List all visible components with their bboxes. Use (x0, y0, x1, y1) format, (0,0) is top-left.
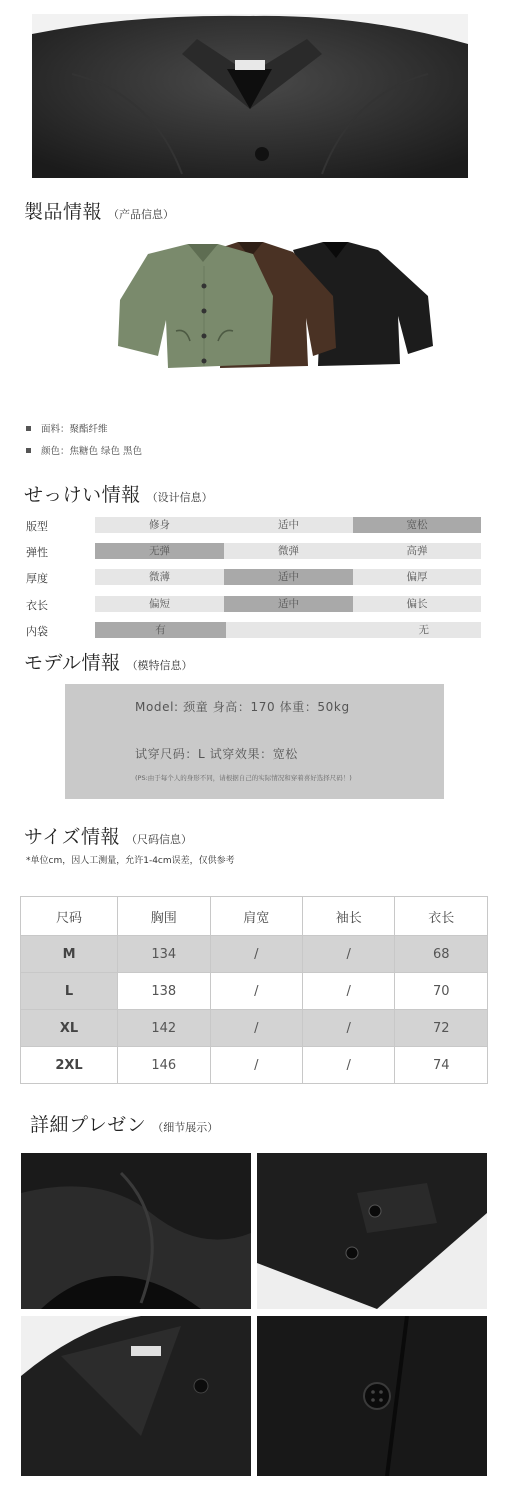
design-option: 修身 (149, 519, 170, 531)
design-row-bar (95, 517, 481, 533)
table-cell: 142 (118, 1010, 210, 1047)
design-row-label: 内袋 (26, 625, 48, 638)
table-cell: / (210, 973, 302, 1010)
table-cell: / (210, 1010, 302, 1047)
size-info-heading (24, 822, 192, 849)
table-cell: 134 (118, 936, 210, 973)
bullet-square-icon (26, 426, 31, 431)
header-cell: 衣长 (395, 897, 488, 936)
bullet-square-icon (26, 448, 31, 453)
colors-line: 颜色：焦糖色 绿色 黑色 (26, 443, 142, 457)
model-info-box (65, 684, 444, 799)
design-option: 高弹 (406, 545, 428, 557)
design-row-bar (95, 569, 481, 585)
table-row (21, 1047, 488, 1084)
table-cell: / (303, 936, 395, 973)
size-note: *单位cm，因人工测量，允许1-4cm误差，仅供参考 (26, 856, 235, 866)
detail-button-photo (257, 1316, 487, 1476)
design-option: 无 (418, 624, 429, 636)
size-cell: XL (21, 1010, 118, 1047)
table-cell: 72 (395, 1010, 488, 1047)
detail-heading (30, 1110, 218, 1137)
header-cell: 胸围 (118, 897, 210, 936)
design-row-bar (95, 622, 481, 638)
design-option-selected: 适中 (224, 569, 353, 585)
model-stats: Model: 颈童 身高：170 体重：50kg (135, 700, 350, 714)
table-row (21, 973, 488, 1010)
design-option-selected: 适中 (224, 596, 353, 612)
model-info-heading (24, 648, 193, 675)
green-jacket-icon (118, 244, 273, 368)
design-option: 微弹 (278, 545, 299, 557)
model-info-subtitle: （模特信息） (126, 659, 193, 672)
model-fit: 试穿尺码：L 试穿效果：宽松 (135, 747, 298, 761)
table-cell: / (303, 973, 395, 1010)
size-cell: L (21, 973, 118, 1010)
hero-collar-photo (32, 14, 468, 178)
table-cell: / (210, 1047, 302, 1084)
design-row-label: 厚度 (26, 572, 48, 585)
product-info-heading (24, 197, 174, 224)
design-option: 微薄 (149, 571, 170, 583)
model-note: (PS:由于每个人的身形不同，请根据自己的实际情况和穿着喜好选择尺码！) (135, 774, 352, 782)
design-option: 偏厚 (406, 571, 428, 583)
detail-subtitle: （细节展示） (152, 1121, 219, 1134)
table-cell: / (303, 1010, 395, 1047)
design-row-label: 衣长 (26, 599, 48, 612)
product-info-subtitle: （产品信息） (108, 208, 175, 221)
detail-cuff-photo (257, 1153, 487, 1309)
size-info-title: サイズ情報 (24, 826, 120, 848)
design-option: 适中 (278, 519, 299, 531)
design-option-selected: 无弹 (95, 543, 224, 559)
design-row-bar (95, 543, 481, 559)
jackets-photo (108, 236, 438, 376)
design-row-label: 版型 (26, 520, 48, 533)
design-info-title: せっけい情報 (24, 484, 141, 506)
table-row (21, 1010, 488, 1047)
design-row-bar (95, 596, 481, 612)
header-cell: 尺码 (21, 897, 118, 936)
header-cell: 袖长 (303, 897, 395, 936)
design-info-subtitle: （设计信息） (146, 491, 213, 504)
design-option: 偏短 (149, 598, 170, 610)
table-cell: 68 (395, 936, 488, 973)
size-cell: 2XL (21, 1047, 118, 1084)
design-option-selected: 有 (95, 622, 226, 638)
detail-collar-photo (21, 1316, 251, 1476)
design-option: 偏长 (406, 598, 428, 610)
table-cell: 146 (118, 1047, 210, 1084)
detail-title: 詳細プレゼン (30, 1114, 147, 1136)
table-cell: 138 (118, 973, 210, 1010)
size-cell: M (21, 936, 118, 973)
design-info-heading (24, 480, 213, 507)
table-cell: 74 (395, 1047, 488, 1084)
size-table (20, 896, 488, 1084)
product-info-title: 製品情報 (24, 201, 103, 223)
fabric-line: 面料：聚酯纤维 (26, 421, 108, 435)
size-info-subtitle: （尺码信息） (125, 833, 192, 846)
design-option-selected: 宽松 (353, 517, 481, 533)
table-cell: / (210, 936, 302, 973)
detail-fabric-fold-photo (21, 1153, 251, 1309)
header-cell: 肩宽 (210, 897, 302, 936)
design-row-label: 弹性 (26, 546, 48, 559)
model-info-title: モデル情報 (24, 652, 121, 674)
table-cell: 70 (395, 973, 488, 1010)
table-row (21, 936, 488, 973)
table-cell: / (303, 1047, 395, 1084)
size-table-header (21, 897, 488, 936)
